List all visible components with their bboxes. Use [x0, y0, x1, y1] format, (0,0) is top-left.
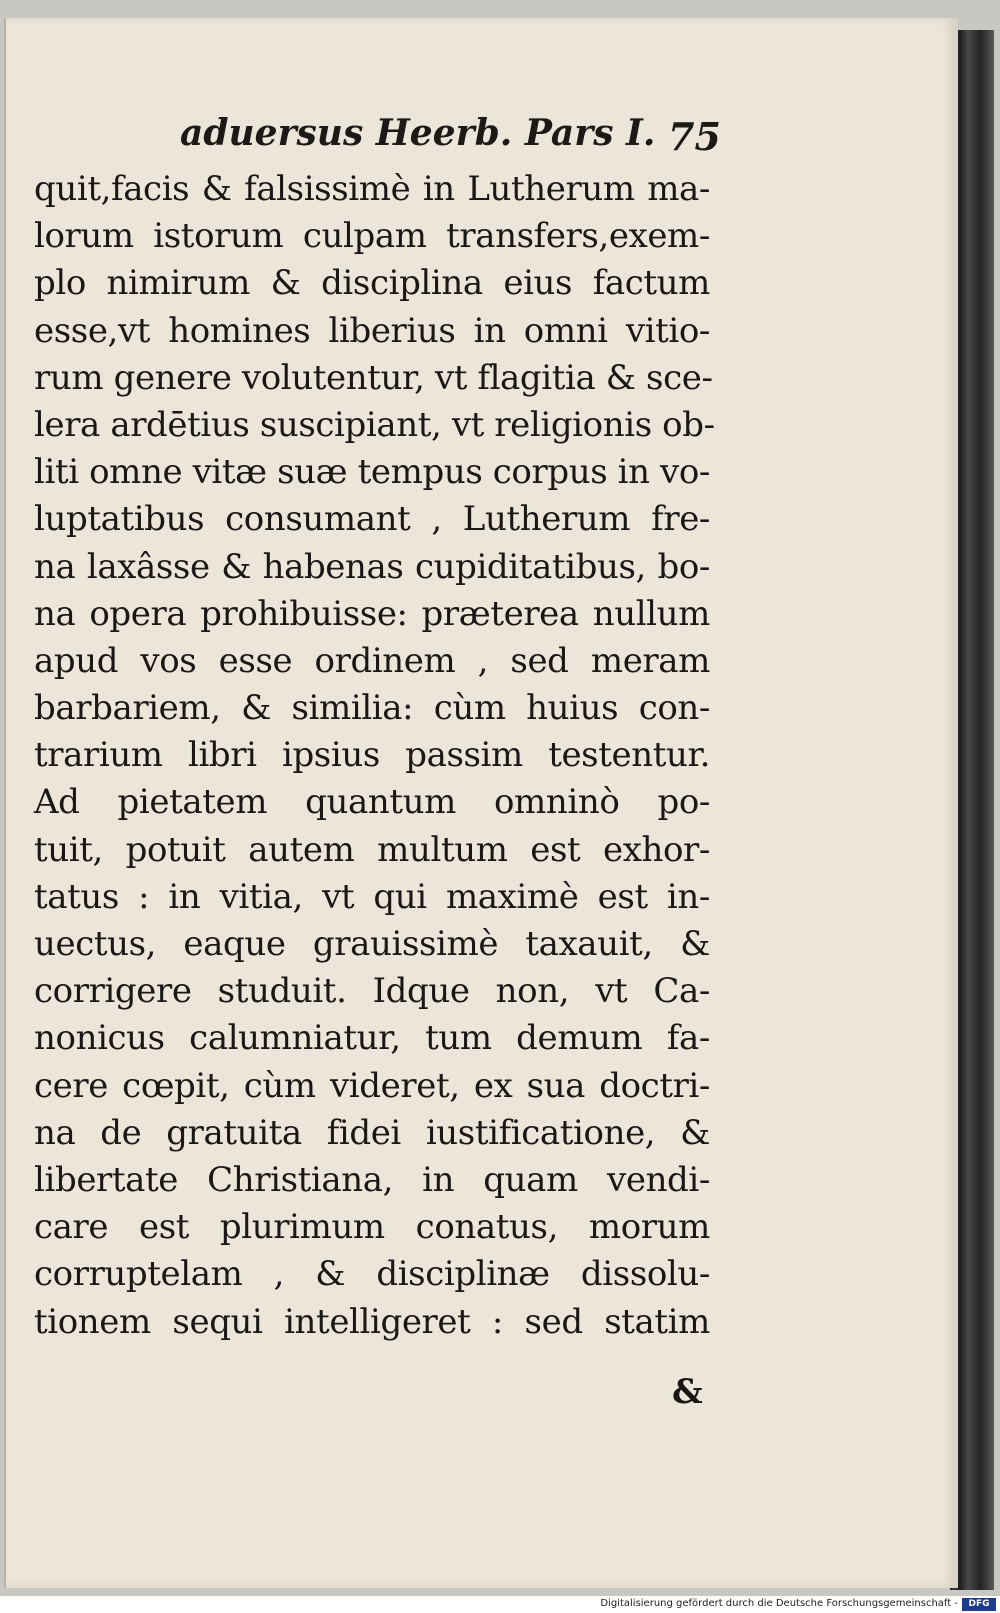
running-head: aduersus Heerb. Pars I.: [180, 112, 656, 154]
text-line: luptatibus consumant , Lutherum fre-: [34, 499, 710, 540]
text-line: tatus : in vitia, vt qui maximè est in-: [34, 876, 710, 917]
text-line: nonicus calumniatur, tum demum fa-: [34, 1018, 710, 1059]
text-line: trarium libri ipsius passim testentur.: [34, 735, 710, 776]
text-line: Ad pietatem quantum omninò po-: [34, 782, 710, 823]
text-line: esse,vt homines liberius in omni vitio-: [34, 310, 710, 351]
text-line: corruptelam , & disciplinæ dissolu-: [34, 1254, 710, 1295]
text-line: care est plurimum conatus, morum: [34, 1207, 710, 1248]
funding-credit: Digitalisierung gefördert durch die Deutsche Forschungsgemeinschaft -: [600, 1598, 958, 1609]
body-text: [34, 166, 715, 1346]
text-line: rum genere volutentur, vt flagitia & sce-: [34, 357, 713, 398]
text-line: uectus, eaque grauissimè taxauit, &: [34, 924, 710, 964]
text-line: barbariem, & similia: cùm huius con-: [34, 688, 710, 729]
text-line: plo nimirum & disciplina eius factum: [34, 263, 710, 304]
text-line: na opera prohibuisse: præterea nullum: [34, 593, 710, 634]
text-line: lera ardētius suscipiant, vt religionis ob-: [34, 404, 715, 445]
text-line: cere cœpit, cùm videret, ex sua doctri-: [34, 1065, 710, 1106]
text-line: libertate Christiana, in quam vendi-: [34, 1159, 710, 1200]
text-line: lorum istorum culpam transfers,exem-: [34, 216, 710, 257]
text-line: liti omne vitæ suæ tempus corpus in vo-: [34, 452, 711, 493]
text-line: na laxâsse & habenas cupiditatibus, bo-: [34, 546, 710, 587]
text-line: quit,facis & falsissimè in Lutherum ma-: [34, 169, 710, 209]
text-line: corrigere studuit. Idque non, vt Ca-: [34, 971, 710, 1012]
page-number: 75: [668, 114, 721, 159]
text-line: tionem sequi intelligeret : sed statim: [34, 1301, 710, 1342]
dfg-logo: DFG: [962, 1598, 996, 1611]
text-line: na de gratuita fidei iustificatione, &: [34, 1112, 710, 1153]
text-line: tuit, potuit autem multum est exhor-: [34, 829, 710, 870]
text-line: apud vos esse ordinem , sed meram: [34, 640, 710, 681]
catchword: &: [672, 1372, 703, 1412]
